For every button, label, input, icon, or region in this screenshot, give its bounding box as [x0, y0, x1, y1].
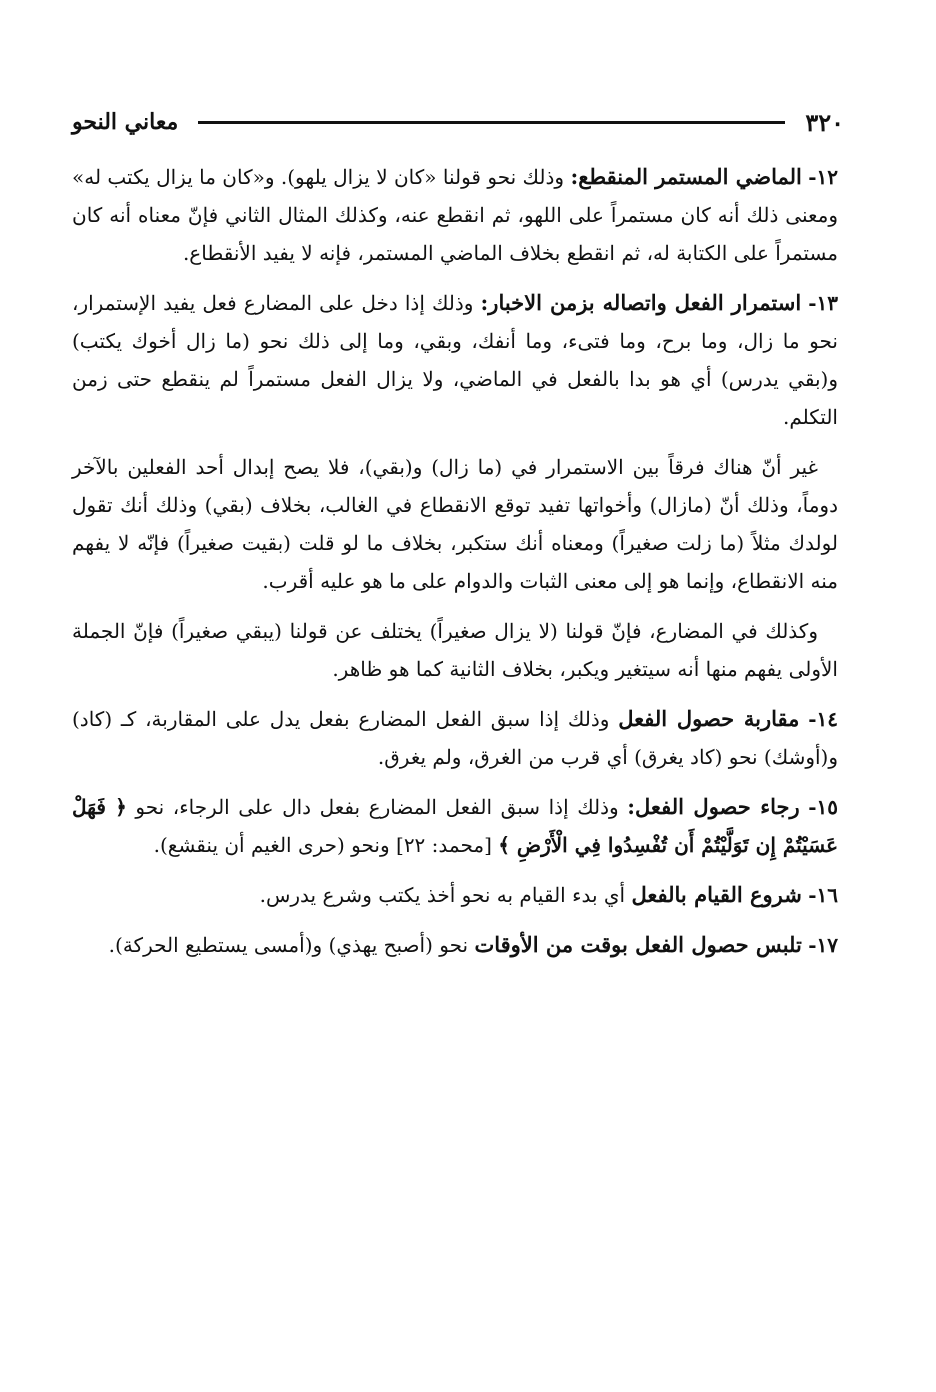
paragraph-text: نحو (أصبح يهذي) و(أمسى يستطيع الحركة).: [108, 933, 469, 957]
item-number: ١٥-: [808, 795, 838, 819]
item-heading: رجاء حصول الفعل:: [627, 794, 800, 819]
paragraph-text: غير أنّ هناك فرقاً بين الاستمرار في (ما زال) و(بقي)، فلا يصح إبدال أحد الفعلين بالآخر دوماً، وذلك أنّ (مازال) وأخواتها تفيد توقع الانقطاع في الغالب، بخلاف (بقي) وذلك أنك تقول لولدك مثلاً (ما زلت صغيراً) ومعناه أنك ستكبر، بخلاف ما لو قلت (بقيت صغيراً) فإنّه لا يفهم منه الانقطاع، وإنما هو إلى معنى الثبات والدوام على ما هو عليه أقرب.: [72, 455, 838, 593]
paragraph-text: أي بدء القيام به نحو أخذ يكتب وشرع يدرس.: [259, 883, 626, 907]
paragraph-continuation-1: [72, 448, 838, 600]
paragraph-text: وذلك إذا دخل على المضارع فعل يفيد الإستمرار، نحو ما زال، وما برح، وما فتىء، وما أنفك، وبقي، وما إلى ذلك نحو (ما زال أخوك يكتب) و(بقي يدرس) أي هو بدا بالفعل في الماضي، ولا يزال الفعل مستمراً لم ينقطع حتى زمن التكلم.: [72, 291, 838, 429]
item-heading: استمرار الفعل واتصاله بزمن الاخبار:: [480, 290, 802, 315]
paragraph-17: [72, 926, 838, 964]
paragraph-continuation-2: [72, 612, 838, 688]
paragraph-text: وذلك نحو قولنا «كان لا يزال يلهو). و«كان ما يزال يكتب له» ومعنى ذلك أنه كان مستمراً على اللهو، ثم انقطع عنه، وكذلك المثال الثاني فإنّ معناه أنه كان مستمراً على الكتابة له، ثم انقطع بخلاف الماضي المستمر، فإنه لا يفيد الأنقطاع.: [72, 165, 838, 265]
paragraph-16: [72, 876, 838, 914]
item-number: ١٦-: [808, 883, 838, 907]
item-number: ١٧-: [808, 933, 838, 957]
page-number: ٣٢٠: [805, 107, 844, 137]
item-number: ١٢-: [808, 165, 839, 189]
page-header: [72, 100, 844, 144]
paragraph-text: [محمد: ٢٢] ونحو (حرى الغيم أن ينقشع).: [153, 833, 492, 857]
item-heading: الماضي المستمر المنقطع:: [570, 164, 802, 189]
paragraph-text: وذلك إذا سبق الفعل المضارع بفعل دال على الرجاء، نحو: [135, 795, 619, 819]
paragraph-text: وذلك إذا سبق الفعل المضارع بفعل يدل على المقاربة، كـ (كاد) و(أوشك) نحو (كاد يغرق) أي قرب من الغرق، ولم يغرق.: [72, 707, 838, 769]
item-heading: مقاربة حصول الفعل: [618, 706, 800, 731]
paragraph-15: [72, 788, 838, 864]
header-rule: [198, 121, 785, 124]
item-number: ١٤-: [808, 707, 838, 731]
paragraph-13: [72, 284, 838, 436]
quran-verse: ﴿ فَهَلْ عَسَيْتُمْ إِن تَوَلَّيْتُمْ أَن تُفْسِدُوا فِي الْأَرْضِ ﴾: [72, 795, 838, 857]
item-heading: تلبس حصول الفعل بوقت من الأوقات: [474, 932, 802, 957]
page-body: [72, 158, 838, 976]
item-heading: شروع القيام بالفعل: [631, 882, 802, 907]
item-number: ١٣-: [808, 291, 839, 315]
paragraph-14: [72, 700, 838, 776]
paragraph-text: وكذلك في المضارع، فإنّ قولنا (لا يزال صغيراً) يختلف عن قولنا (يبقي صغيراً) فإنّ الجملة الأولى يفهم منها أنه سيتغير ويكبر، بخلاف الثانية كما هو ظاهر.: [72, 619, 838, 681]
paragraph-12: [72, 158, 838, 272]
book-title: معاني النحو: [72, 109, 179, 135]
